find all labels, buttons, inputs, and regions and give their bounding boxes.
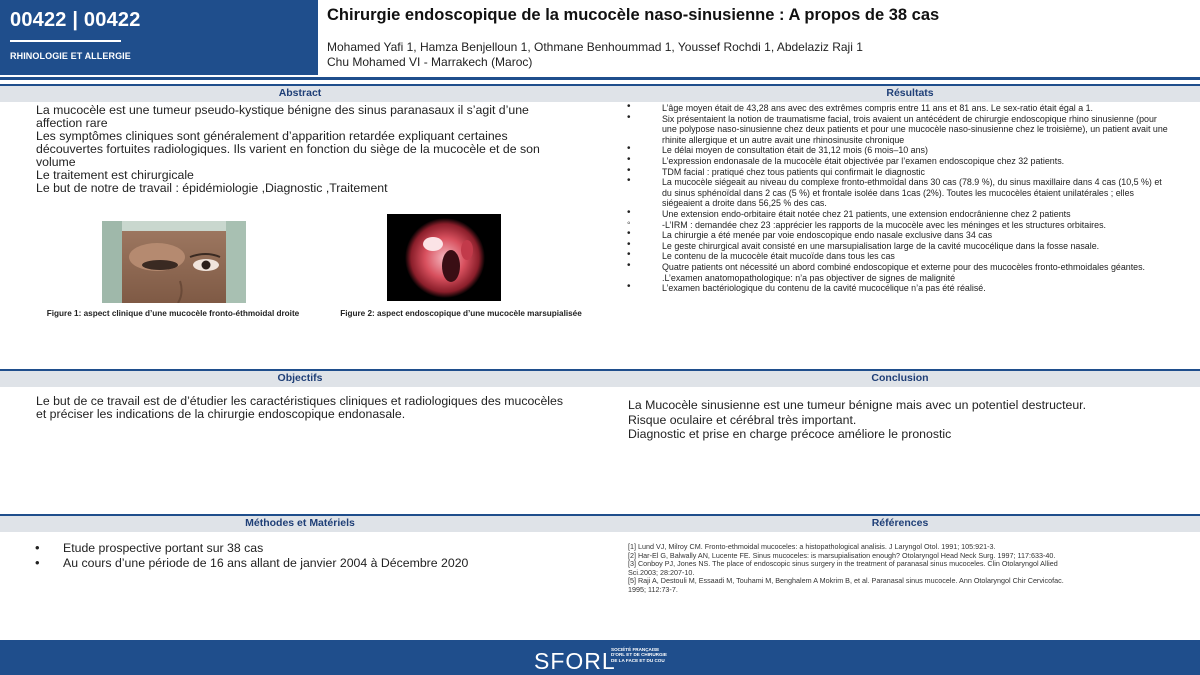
- figure1-caption: Figure 1: aspect clinique d’une mucocèle fronto-éthmoidal droite: [46, 309, 300, 318]
- id-divider: [10, 40, 121, 42]
- reference-item: [5] Raji A, Destouli M, Essaadi M, Touhami M, Benghalem A Mokrim B, et al. Paranasal sinus mucocele. Ann Otolaryngol Chir Cervicofac. 1995; 112:73-7.: [628, 576, 1064, 594]
- methodes-list: [35, 541, 575, 571]
- results-item: • Le contenu de la mucocèle était mucoïde dans tous les cas: [622, 251, 1172, 262]
- conclusion-line: La Mucocèle sinusienne est une tumeur bénigne mais avec un potentiel destructeur.: [628, 398, 1086, 412]
- methodes-heading: Méthodes et Matériels: [245, 517, 355, 529]
- figure2-endoscopic-photo: [387, 214, 501, 301]
- references-heading: Références: [871, 517, 929, 529]
- references-list: [628, 543, 1068, 595]
- abstract-heading: Abstract: [278, 87, 322, 99]
- authors: Mohamed Yafi 1, Hamza Benjelloun 1, Othmane Benhoummad 1, Youssef Rochdi 1, Abdelaziz Raji 1: [327, 40, 863, 54]
- poster-id-code: 00422 | 00422: [10, 9, 141, 31]
- reference-item: [1] Lund VJ, Milroy CM. Fronto-ethmoidal mucoceles: a histopathological analisis. J Laryngol Otol. 1991; 105:921-3.: [628, 542, 996, 551]
- affiliation: Chu Mohamed VI - Marrakech (Maroc): [327, 55, 533, 69]
- results-list: [622, 103, 1172, 294]
- poster-title: Chirurgie endoscopique de la mucocèle naso-sinusienne : A propos de 38 cas: [327, 6, 940, 24]
- section-band-row2: [0, 369, 1200, 387]
- results-item: • La chirurgie a été menée par voie endoscopique endo nasale exclusive dans 34 cas: [622, 230, 1172, 241]
- abstract-line: Le but de notre de travail : épidémiologie ,Diagnostic ,Traitement: [36, 181, 388, 195]
- poster-category: RHINOLOGIE ET ALLERGIE: [10, 51, 131, 61]
- results-item: • L’âge moyen était de 43,28 ans avec des extrêmes compris entre 11 ans et 81 ans. Le sex-ratio était égal a 1.: [622, 103, 1172, 114]
- abstract-line: La mucocèle est une tumeur pseudo-kystique bénigne des sinus paranasaux il s’agit d’une affection rare: [36, 103, 529, 130]
- sforl-logo-subtitle: [611, 647, 667, 663]
- objectifs-heading: Objectifs: [277, 372, 323, 384]
- header-rule: [0, 77, 1200, 80]
- objectifs-line: Le but de ce travail est de d’étudier les caractéristiques cliniques et radiologiques des mucocèles et préciser les indications de la chirurgie endoscopique endonasale.: [36, 394, 564, 421]
- results-item: • Une extension endo-orbitaire était notée chez 21 patients, une extension endocrânienne chez 2 patients: [622, 209, 1172, 220]
- sforl-logo: SFORL: [534, 648, 616, 674]
- results-heading: Résultats: [886, 87, 934, 99]
- figure2-caption: Figure 2: aspect endoscopique d’une mucocèle marsupialisée: [340, 309, 582, 318]
- figure1-clinical-photo: [102, 221, 246, 303]
- conclusion-line: Diagnostic et prise en charge précoce améliore le pronostic: [628, 427, 952, 441]
- results-item: • Six présentaient la notion de traumatisme facial, trois avaient un antécédent de chirurgie endoscopique rhino sinusienne (pour une polypose naso-sinusienne chez deux patients et pour une mucocèle naso-sinusienne chez le troisième), un patient avait une rhinite allergique et un autre avait une rhinosinusite chronique: [622, 114, 1172, 146]
- sforl-subtitle-line: DE LA FACE ET DU COU: [611, 657, 665, 663]
- results-item: • La mucocèle siégeait au niveau du complexe fronto-ethmoïdal dans 30 cas (78.9 %), du sinus maxillaire dans 4 cas (10,5 %) et du sinus sphénoïdal dans 2 cas (5 %) et frontale isolée dans 1cas (2%). Toutes les mucocèles étaient unilatérales ; elles siégeaient a droite dans 56,25 % des cas.: [622, 177, 1172, 209]
- abstract-line: Le traitement est chirurgicale: [36, 168, 194, 182]
- sforl-subtitle-line: D'ORL ET DE CHIRURGIE: [611, 652, 667, 658]
- abstract-line: Les symptômes cliniques sont généralement d’apparition retardée expliquant certaines découvertes fortuites radiologiques. Ils varient en fonction du siège de la mucocèle et de son volume: [36, 129, 540, 169]
- section-band-row3: [0, 514, 1200, 532]
- objectifs-text: [36, 395, 576, 421]
- conclusion-heading: Conclusion: [871, 372, 929, 384]
- conclusion-line: Risque oculaire et cérébral très important.: [628, 412, 857, 427]
- results-item: • L’examen bactériologique du contenu de la cavité mucocélique n’a pas été réalisé.: [622, 283, 1172, 294]
- results-item: • Le geste chirurgical avait consisté en une marsupialisation large de la cavité mucocélique dans la fosse nasale.: [622, 241, 1172, 252]
- results-item: • L’expression endonasale de la mucocèle était objectivée par l’examen endoscopique chez 32 patients.: [622, 156, 1172, 167]
- reference-item: [3] Conboy PJ, Jones NS. The place of endoscopic sinus surgery in the treatment of paranasal sinus mucoceles. Clin Otolaryngol Allied Sci.2003; 28:207-10.: [628, 559, 1058, 577]
- results-item: • TDM facial : pratiqué chez tous patients qui confirmait le diagnostic: [622, 167, 1172, 178]
- poster-id-box: [0, 0, 318, 75]
- section-band-row1: [0, 84, 1200, 102]
- sforl-subtitle-line: SOCIÉTÉ FRANÇAISE: [611, 647, 660, 652]
- results-item: • Le délai moyen de consultation était de 31,12 mois (6 mois–10 ans): [622, 145, 1172, 156]
- results-item: • Quatre patients ont nécessité un abord combiné endoscopique et externe pour des mucocèles fronto-ethmoidales géantes. .L’examen anatomopathologique: n’a pas objectiver de signes de malignité: [622, 262, 1172, 283]
- results-item: ◦ -L’IRM : demandée chez 23 :apprécier les rapports de la mucocèle avec les méninges et les structures orbitaires.: [622, 220, 1172, 231]
- reference-item: [2] Har-El G, Balwally AN, Lucente FE. Sinus mucoceles: is marsupialisation enough? Otolaryngol Head Neck Surg. 1997; 117:633-40.: [628, 550, 1056, 560]
- methodes-item: • Etude prospective portant sur 38 cas: [35, 541, 575, 556]
- abstract-text: [36, 104, 556, 195]
- methodes-item: • Au cours d’une période de 16 ans allant de janvier 2004 à Décembre 2020: [35, 556, 575, 571]
- poster-authors-block: [327, 40, 863, 70]
- conclusion-text: [628, 398, 1168, 442]
